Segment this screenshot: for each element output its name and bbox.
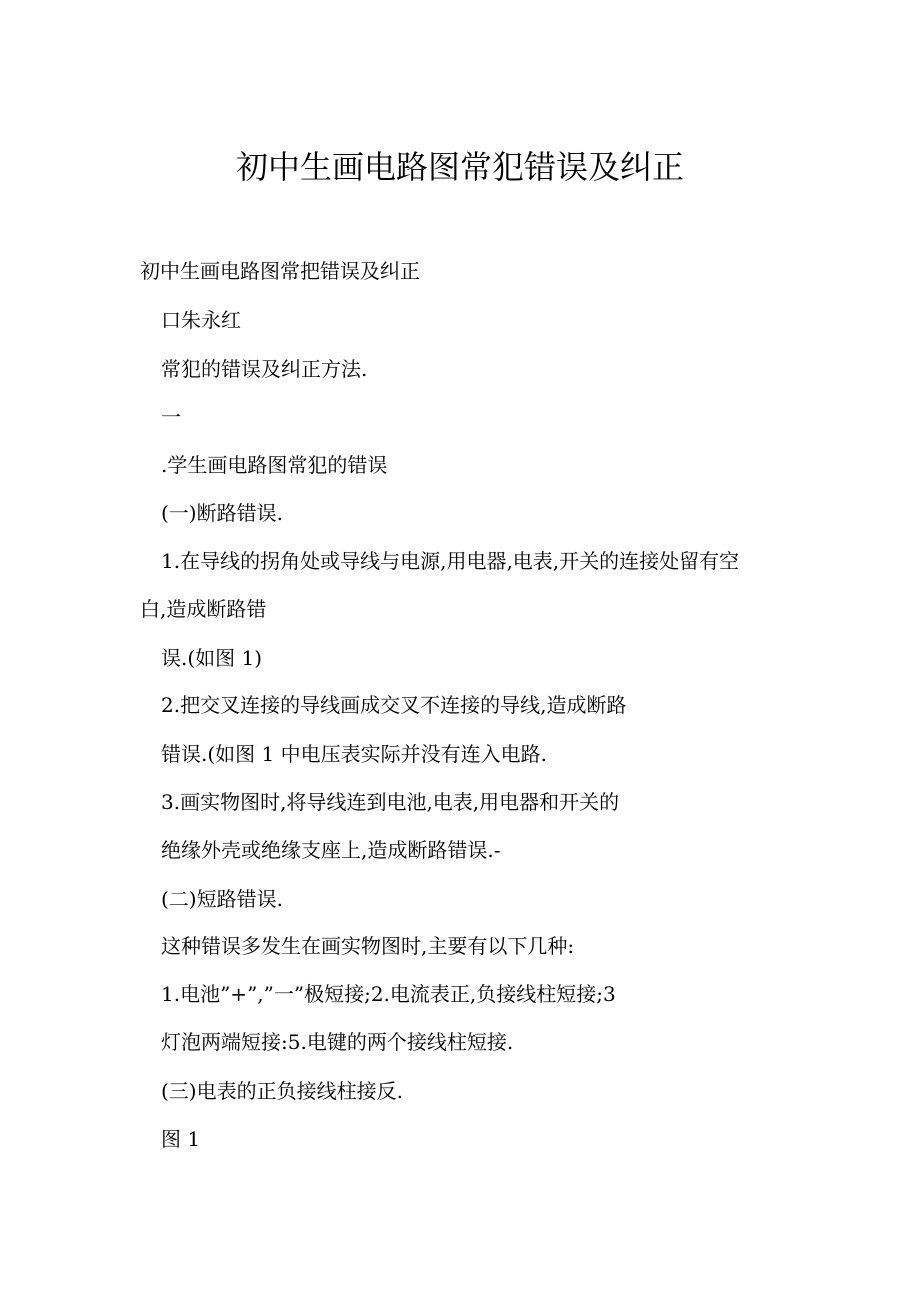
- paragraph-line: 这种错误多发生在画实物图时,主要有以下几种:: [161, 934, 575, 958]
- subsection-heading: (三)电表的正负接线柱接反.: [161, 1079, 403, 1103]
- paragraph-line: 3.画实物图时,将导线连到电池,电表,用电器和开关的: [161, 790, 620, 814]
- document-title: 初中生画电路图常犯错误及纠正: [235, 148, 684, 186]
- paragraph-line: 误.(如图 1): [161, 646, 263, 670]
- subsection-heading: (二)短路错误.: [161, 887, 283, 911]
- paragraph-line: 灯泡两端短接:5.电键的两个接线柱短接.: [161, 1030, 514, 1054]
- paragraph-line: 一: [161, 405, 181, 429]
- paragraph-line: 1.在导线的拐角处或导线与电源,用电器,电表,开关的连接处留有空: [161, 549, 740, 573]
- paragraph-line: 1.电池”+”,”一”极短接;2.电流表正,负接线柱短接;3: [161, 982, 616, 1006]
- paragraph-line: 2.把交叉连接的导线画成交叉不连接的导线,造成断路: [161, 693, 627, 717]
- paragraph-line: 白,造成断路错: [140, 597, 267, 621]
- figure-caption: 图 1: [161, 1127, 201, 1151]
- paragraph-line: 常犯的错误及纠正方法.: [161, 357, 368, 381]
- paragraph-line: 绝缘外壳或绝缘支座上,造成断路错误.-: [161, 838, 501, 862]
- subsection-heading: (一)断路错误.: [161, 501, 283, 525]
- author-line: 口朱永红: [161, 308, 241, 332]
- paragraph-line: 错误.(如图 1 中电压表实际并没有连入电路.: [161, 742, 547, 766]
- subtitle-line: 初中生画电路图常把错误及纠正: [140, 259, 420, 283]
- section-heading: .学生画电路图常犯的错误: [161, 453, 388, 477]
